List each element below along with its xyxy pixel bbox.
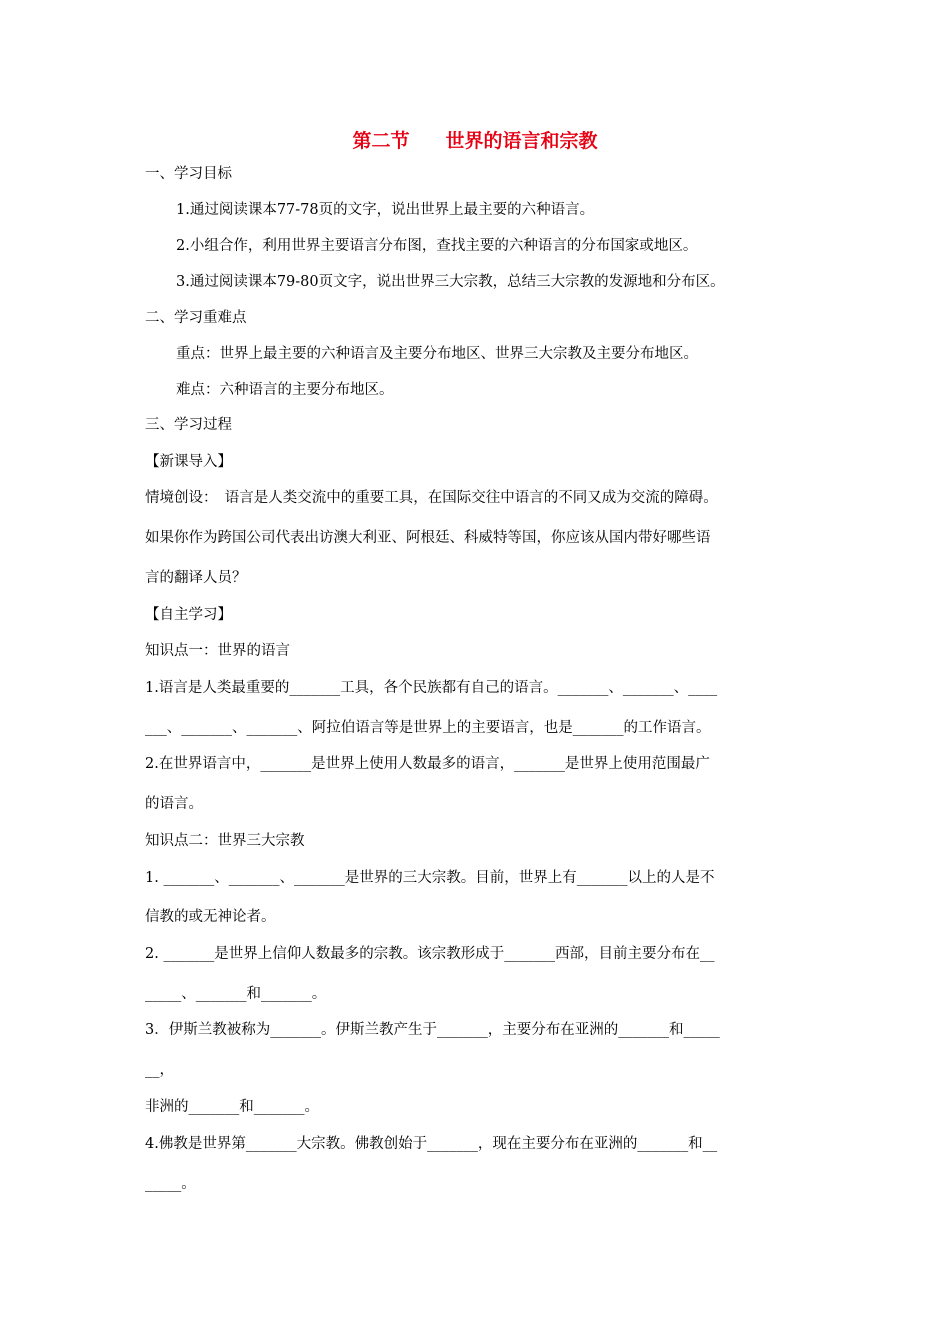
- difficult-point: 难点：六种语言的主要分布地区。: [176, 382, 394, 398]
- question-line: 信教的或无神论者。: [145, 909, 276, 925]
- goal-item-1: 1.通过阅读课本77-78页的文字，说出世界上最主要的六种语言。: [176, 202, 595, 218]
- goal-item-2: 2.小组合作，利用世界主要语言分布图，查找主要的六种语言的分布国家或地区。: [176, 238, 698, 254]
- paragraph-line: 如果你作为跨国公司代表出访澳大利亚、阿根廷、科威特等国，你应该从国内带好哪些语: [145, 530, 711, 546]
- knowledge-point-2: 知识点二：世界三大宗教: [145, 833, 305, 849]
- question-line: 2. _______是世界上信仰人数最多的宗教。该宗教形成于_______西部，目前主要分布在__: [145, 946, 715, 962]
- knowledge-point-1: 知识点一：世界的语言: [145, 643, 290, 659]
- title-section: 第二节: [352, 130, 410, 152]
- heading-key-points: 二、学习重难点: [145, 310, 247, 326]
- heading-learning-process: 三、学习过程: [145, 417, 232, 433]
- section-self-study: 【自主学习】: [145, 607, 232, 623]
- heading-learning-goals: 一、学习目标: [145, 166, 232, 182]
- question-line: 1.语言是人类最重要的_______工具，各个民族都有自己的语言。_______、_______、____: [145, 680, 718, 696]
- title-topic: 世界的语言和宗教: [445, 130, 598, 152]
- question-line: 4.佛教是世界第_______大宗教。佛教创始于_______，现在主要分布在亚洲的_______和__: [145, 1136, 718, 1152]
- question-line: 3．伊斯兰教被称为_______。伊斯兰教产生于_______，主要分布在亚洲的_______和_____: [145, 1022, 720, 1038]
- question-line: 的语言。: [145, 796, 203, 812]
- question-line: 非洲的_______和_______。: [145, 1099, 319, 1115]
- paragraph-line: 情境创设： 语言是人类交流中的重要工具，在国际交往中语言的不同又成为交流的障碍。: [145, 490, 718, 506]
- section-intro: 【新课导入】: [145, 454, 232, 470]
- key-point: 重点：世界上最主要的六种语言及主要分布地区、世界三大宗教及主要分布地区。: [176, 346, 698, 362]
- question-line: _____。: [145, 1176, 196, 1192]
- question-line: __，: [145, 1062, 174, 1078]
- question-line: ___、_______、_______、阿拉伯语言等是世界上的主要语言，也是_______的工作语言。: [145, 720, 711, 736]
- question-line: _____、_______和_______。: [145, 986, 327, 1002]
- paragraph-line: 言的翻译人员？: [145, 570, 247, 586]
- page-title: [0, 126, 950, 153]
- question-line: 2.在世界语言中，_______是世界上使用人数最多的语言，_______是世界上使用范围最广: [145, 756, 710, 772]
- question-line: 1. _______、_______、_______是世界的三大宗教。目前，世界上有_______以上的人是不: [145, 870, 715, 886]
- goal-item-3: 3.通过阅读课本79-80页文字，说出世界三大宗教，总结三大宗教的发源地和分布区。: [176, 274, 725, 290]
